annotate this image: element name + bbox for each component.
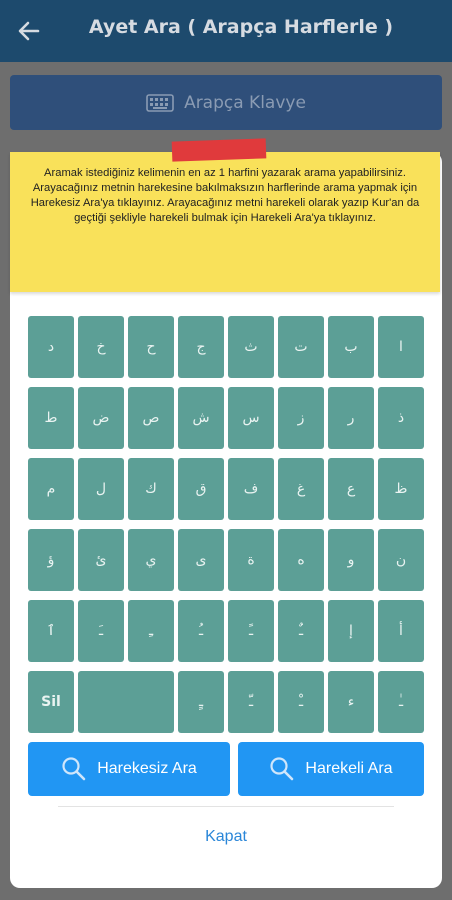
key[interactable]: غ — [278, 458, 324, 520]
key[interactable]: ص — [128, 387, 174, 449]
key[interactable]: ث — [228, 316, 274, 378]
delete-key[interactable]: Sil — [28, 671, 74, 733]
key[interactable]: ض — [78, 387, 124, 449]
key[interactable]: ح — [128, 316, 174, 378]
key[interactable]: ل — [78, 458, 124, 520]
key[interactable]: أ — [378, 600, 424, 662]
key[interactable]: ش — [178, 387, 224, 449]
space-key[interactable] — [78, 671, 174, 733]
key[interactable]: ذ — [378, 387, 424, 449]
key[interactable]: ز — [278, 387, 324, 449]
arabic-keyboard-label: Arapça Klavye — [184, 92, 306, 113]
key[interactable]: خ — [78, 316, 124, 378]
key[interactable]: ر — [328, 387, 374, 449]
search-without-harake-label: Harekesiz Ara — [97, 760, 197, 777]
key[interactable]: ه — [278, 529, 324, 591]
key[interactable]: ي — [128, 529, 174, 591]
key[interactable]: ك — [128, 458, 174, 520]
key[interactable]: ا — [378, 316, 424, 378]
search-with-harake-button[interactable] — [238, 742, 424, 796]
key[interactable]: ـَ — [78, 600, 124, 662]
close-button[interactable]: Kapat — [205, 828, 247, 845]
search-icon — [269, 756, 295, 782]
key[interactable]: ف — [228, 458, 274, 520]
key[interactable]: ة — [228, 529, 274, 591]
key[interactable]: ى — [178, 529, 224, 591]
key[interactable]: و — [328, 529, 374, 591]
key[interactable]: ن — [378, 529, 424, 591]
key[interactable]: م — [28, 458, 74, 520]
key[interactable]: ـٍ — [178, 671, 224, 733]
key[interactable]: ق — [178, 458, 224, 520]
key[interactable]: ـّ — [228, 671, 274, 733]
key[interactable]: إ — [328, 600, 374, 662]
search-icon — [61, 756, 87, 782]
key[interactable]: ـً — [228, 600, 274, 662]
key[interactable]: د — [28, 316, 74, 378]
key[interactable]: ؤ — [28, 529, 74, 591]
instructions-text: Aramak istediğiniz kelimenin en az 1 harfini yazarak arama yapabilirsiniz. Arayacağınız metnin harekesine bakılmaksızın harflerinde arama yapmak için Harekesiz Ara'ya tıklayınız. Arayacağınız metni harekeli olarak yazıp Kur'an da geçtiği şekliyle harekeli bulmak için Harekeli Ara'ya tıklayınız. — [30, 167, 420, 224]
instructions-note — [10, 152, 440, 292]
key[interactable]: ط — [28, 387, 74, 449]
key[interactable]: ج — [178, 316, 224, 378]
key[interactable]: ٱ — [28, 600, 74, 662]
key[interactable]: س — [228, 387, 274, 449]
key[interactable]: ـٌ — [278, 600, 324, 662]
tape-decoration — [172, 138, 267, 161]
key[interactable]: ئ — [78, 529, 124, 591]
key[interactable]: ت — [278, 316, 324, 378]
search-without-harake-button[interactable] — [28, 742, 230, 796]
app-bar — [0, 0, 452, 62]
arabic-keyboard-button[interactable] — [10, 75, 442, 130]
key[interactable]: ظ — [378, 458, 424, 520]
search-with-harake-label: Harekeli Ara — [305, 760, 393, 777]
key[interactable]: ب — [328, 316, 374, 378]
page-title: Ayet Ara ( Arapça Harflerle ) — [88, 16, 394, 38]
key[interactable]: ع — [328, 458, 374, 520]
keyboard-icon — [146, 93, 174, 113]
key[interactable]: ـِ — [128, 600, 174, 662]
key[interactable]: ء — [328, 671, 374, 733]
key[interactable]: ـٰ — [378, 671, 424, 733]
key[interactable]: ـُ — [178, 600, 224, 662]
divider — [58, 806, 394, 807]
key[interactable]: ـْ — [278, 671, 324, 733]
